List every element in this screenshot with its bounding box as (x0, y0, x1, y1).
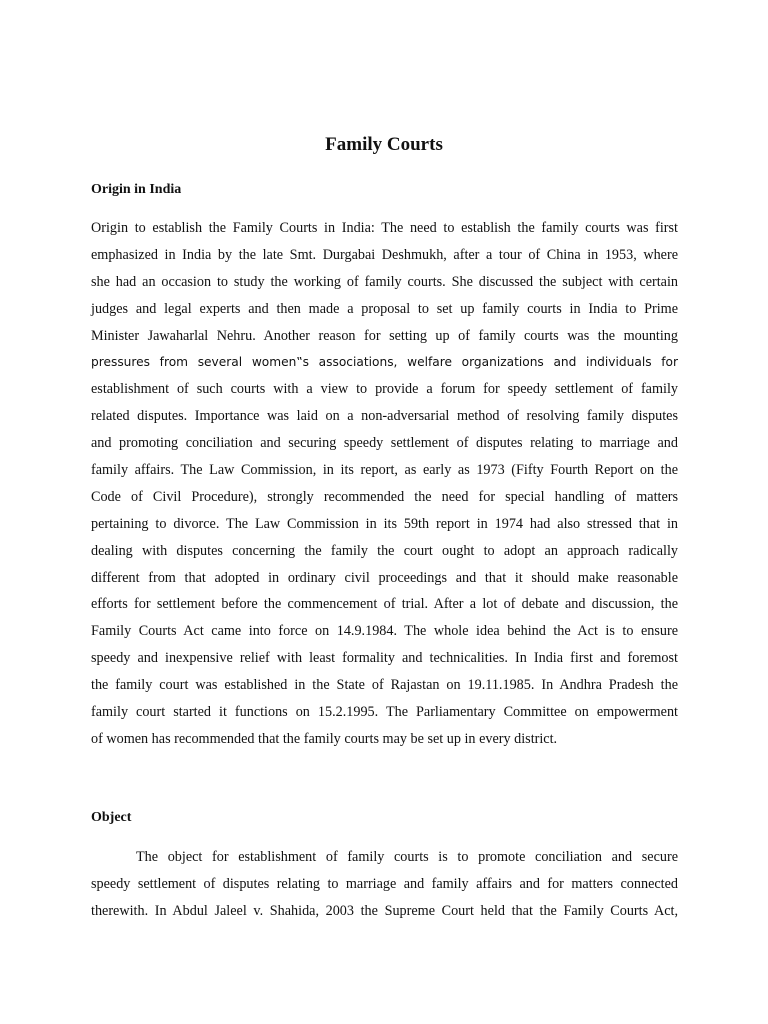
text-line: therewith. In Abdul Jaleel v. Shahida, 2003 the Supreme Court held that the Family Courts Act, (91, 902, 678, 919)
text-line: Origin to establish the Family Courts in India: The need to establish the family courts was first (91, 220, 678, 236)
text-line: Minister Jawaharlal Nehru. Another reason for setting up of family courts was the mounting (91, 327, 678, 344)
text-line: Family Courts Act came into force on 14.9.1984. The whole idea behind the Act is to ensure (91, 623, 678, 640)
text-line: speedy and inexpensive relief with least formality and technicalities. In India first and foremost (91, 650, 678, 667)
section-heading-origin: Origin in India (91, 182, 182, 197)
text-line: establishment of such courts with a view to provide a forum for speedy settlement of family (91, 381, 678, 398)
text-line: and promoting conciliation and securing speedy settlement of disputes relating to marriage and (91, 435, 678, 452)
text-line: family court started it functions on 15.2.1995. The Parliamentary Committee on empowerment (91, 704, 678, 721)
paragraph-origin (91, 215, 678, 753)
document-title: Family Courts (325, 134, 443, 155)
text-line: of women has recommended that the family courts may be set up in every district. (91, 730, 558, 747)
text-line: family affairs. The Law Commission, in its report, as early as 1973 (Fifty Fourth Report on the (91, 462, 678, 479)
paragraph-object (91, 844, 678, 925)
text-line: dealing with disputes concerning the family the court ought to adopt an approach radically (91, 542, 678, 559)
section-heading-object: Object (91, 810, 132, 825)
text-line: she had an occasion to study the working of family courts. She discussed the subject with certain (91, 273, 678, 290)
text-line: the family court was established in the State of Rajastan on 19.11.1985. In Andhra Pradesh the (91, 677, 678, 694)
text-line: pertaining to divorce. The Law Commission in its 59th report in 1974 had also stressed that in (91, 515, 678, 532)
text-line: The object for establishment of family courts is to promote conciliation and secure (136, 849, 678, 865)
text-line: emphasized in India by the late Smt. Durgabai Deshmukh, after a tour of China in 1953, where (91, 246, 678, 263)
text-line: efforts for settlement before the commencement of trial. After a lot of debate and discussion, the (91, 596, 678, 613)
text-line: Code of Civil Procedure), strongly recommended the need for special handling of matters (91, 488, 678, 505)
text-line: judges and legal experts and then made a proposal to set up family courts in India to Prime (91, 300, 678, 317)
text-line: pressures from several women‟s associations, welfare organizations and individuals for (91, 355, 678, 370)
text-line: different from that adopted in ordinary civil proceedings and that it should make reasonable (91, 569, 678, 586)
text-line: speedy settlement of disputes relating to marriage and family affairs and for matters connected (91, 875, 678, 892)
text-line: related disputes. Importance was laid on a non-adversarial method of resolving family disputes (91, 408, 678, 425)
